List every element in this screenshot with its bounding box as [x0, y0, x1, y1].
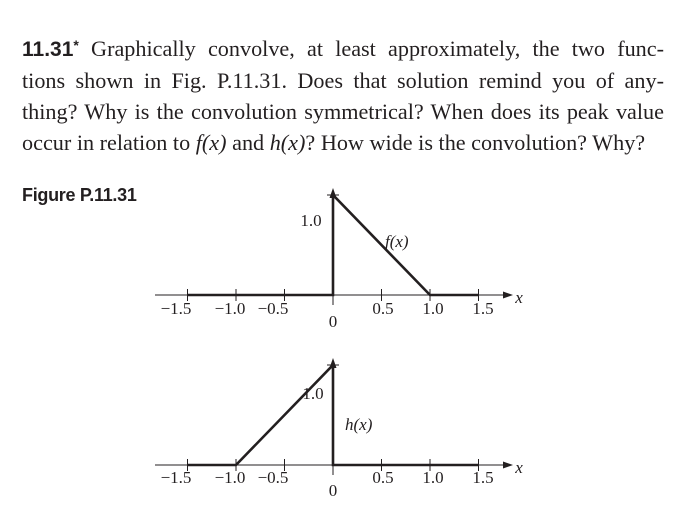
panel1-tick-label-zero: 0 — [328, 312, 338, 331]
panel1-function-curve — [188, 195, 479, 295]
panel2-tick-label-zero: 0 — [328, 481, 338, 500]
f-of-x-text: f(x) — [195, 130, 227, 155]
panel1-tick-label-1-5: 1.5 — [472, 299, 494, 318]
panel2-tick-label-0-5: 0.5 — [372, 468, 394, 487]
figure-label: Figure P.11.31 — [22, 185, 137, 205]
panel2-tick-label-neg-1-0: −1.0 — [214, 468, 246, 487]
problem-line-1-text: Graphically convolve, at least approximately, the two func- — [91, 36, 665, 61]
panel1-x-axis-label: x — [515, 288, 523, 307]
problem-line-3: thing? Why is the convolution symmetrical? When does its peak value — [22, 99, 664, 124]
problem-line-4: occur in relation to f(x) and h(x)? How wide is the convolution? Why? — [22, 130, 646, 155]
problem-line-2: tions shown in Fig. P.11.31. Does that solution remind you of any- — [22, 68, 664, 93]
panel1-tick-label-1-0: 1.0 — [422, 299, 444, 318]
panel2-function-curve — [188, 365, 479, 465]
panel1-tick-label-neg-1-0: −1.0 — [214, 299, 246, 318]
panel1-tick-label-0-5: 0.5 — [372, 299, 394, 318]
panel2-x-axis-label: x — [515, 458, 523, 477]
h-of-x-text: h(x) — [269, 130, 306, 155]
panel2-y-tick-label: 1.0 — [302, 384, 324, 403]
problem-number-value: 11.31 — [22, 38, 74, 61]
panel2-tick-label-neg-0-5: −0.5 — [257, 468, 289, 487]
panel2-function-label: h(x) — [345, 415, 373, 434]
panel1-tick-label-neg-1-5: −1.5 — [160, 299, 192, 318]
panel2-tick-label-1-0: 1.0 — [422, 468, 444, 487]
panel1-y-tick-label: 1.0 — [300, 211, 322, 230]
panel1-tick-label-neg-0-5: −0.5 — [257, 299, 289, 318]
panel2-x-axis-arrow — [503, 462, 513, 469]
panel2-tick-label-neg-1-5: −1.5 — [160, 468, 192, 487]
panel2-tick-label-1-5: 1.5 — [472, 468, 494, 487]
panel1-x-axis-arrow — [503, 292, 513, 299]
problem-star-marker: * — [73, 37, 79, 53]
panel1-function-label: f(x) — [385, 232, 409, 251]
